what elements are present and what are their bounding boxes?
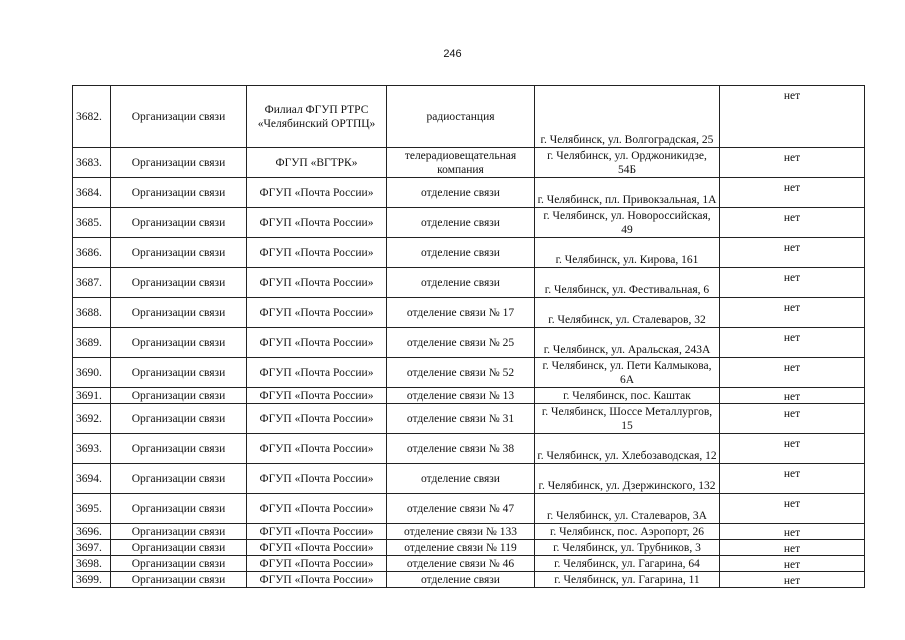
table-row — [73, 556, 865, 572]
category-cell: Организации связи — [111, 298, 247, 328]
row-number: 3686. — [73, 238, 111, 268]
status-cell: нет — [720, 540, 865, 556]
category-cell: Организации связи — [111, 208, 247, 238]
organization-cell: ФГУП «Почта России» — [247, 524, 387, 540]
category-cell: Организации связи — [111, 178, 247, 208]
category-cell: Организации связи — [111, 358, 247, 388]
row-number: 3691. — [73, 388, 111, 404]
table-row — [73, 434, 865, 464]
organization-cell: ФГУП «Почта России» — [247, 178, 387, 208]
object-type-cell: радиостанция — [387, 86, 535, 148]
organization-cell: ФГУП «Почта России» — [247, 238, 387, 268]
table-row — [73, 358, 865, 388]
register-table — [72, 85, 865, 588]
address-cell: г. Челябинск, ул. Пети Калмыкова, 6А — [535, 358, 720, 388]
address-cell: г. Челябинск, ул. Орджоникидзе, 54Б — [535, 148, 720, 178]
status-cell: нет — [720, 148, 865, 178]
category-cell: Организации связи — [111, 464, 247, 494]
category-cell: Организации связи — [111, 388, 247, 404]
status-cell: нет — [720, 434, 865, 464]
row-number: 3693. — [73, 434, 111, 464]
object-type-cell: отделение связи — [387, 208, 535, 238]
register-rows — [73, 86, 865, 588]
table-row — [73, 328, 865, 358]
object-type-cell: отделение связи № 13 — [387, 388, 535, 404]
category-cell: Организации связи — [111, 524, 247, 540]
organization-cell: ФГУП «Почта России» — [247, 572, 387, 588]
address-cell: г. Челябинск, ул. Гагарина, 64 — [535, 556, 720, 572]
address-cell: г. Челябинск, ул. Волгоградская, 25 — [535, 86, 720, 148]
object-type-cell: отделение связи — [387, 268, 535, 298]
object-type-cell: отделение связи — [387, 464, 535, 494]
row-number: 3692. — [73, 404, 111, 434]
row-number: 3699. — [73, 572, 111, 588]
table-row — [73, 572, 865, 588]
object-type-cell: отделение связи № 38 — [387, 434, 535, 464]
status-cell: нет — [720, 524, 865, 540]
object-type-cell: отделение связи № 46 — [387, 556, 535, 572]
organization-cell: ФГУП «Почта России» — [247, 434, 387, 464]
table-row — [73, 494, 865, 524]
status-cell: нет — [720, 86, 865, 148]
object-type-cell: отделение связи № 52 — [387, 358, 535, 388]
object-type-cell: отделение связи — [387, 238, 535, 268]
row-number: 3682. — [73, 86, 111, 148]
status-cell: нет — [720, 358, 865, 388]
category-cell: Организации связи — [111, 238, 247, 268]
organization-cell: ФГУП «Почта России» — [247, 404, 387, 434]
status-cell: нет — [720, 208, 865, 238]
category-cell: Организации связи — [111, 434, 247, 464]
status-cell: нет — [720, 404, 865, 434]
status-cell: нет — [720, 268, 865, 298]
status-cell: нет — [720, 328, 865, 358]
organization-cell: ФГУП «Почта России» — [247, 540, 387, 556]
table-row — [73, 404, 865, 434]
row-number: 3683. — [73, 148, 111, 178]
organization-cell: Филиал ФГУП РТРС «Челябинский ОРТПЦ» — [247, 86, 387, 148]
page-number: 246 — [443, 48, 462, 60]
row-number: 3696. — [73, 524, 111, 540]
status-cell: нет — [720, 238, 865, 268]
status-cell: нет — [720, 572, 865, 588]
category-cell: Организации связи — [111, 572, 247, 588]
table-row — [73, 268, 865, 298]
object-type-cell: телерадиовещательная компания — [387, 148, 535, 178]
address-cell: г. Челябинск, ул. Хлебозаводская, 12 — [535, 434, 720, 464]
address-cell: г. Челябинск, ул. Кирова, 161 — [535, 238, 720, 268]
table-row — [73, 148, 865, 178]
row-number: 3695. — [73, 494, 111, 524]
organization-cell: ФГУП «Почта России» — [247, 464, 387, 494]
row-number: 3689. — [73, 328, 111, 358]
address-cell: г. Челябинск, ул. Трубников, 3 — [535, 540, 720, 556]
organization-cell: ФГУП «Почта России» — [247, 388, 387, 404]
row-number: 3694. — [73, 464, 111, 494]
address-cell: г. Челябинск, ул. Фестивальная, 6 — [535, 268, 720, 298]
table-row — [73, 238, 865, 268]
object-type-cell: отделение связи № 17 — [387, 298, 535, 328]
status-cell: нет — [720, 388, 865, 404]
object-type-cell: отделение связи № 133 — [387, 524, 535, 540]
table-row — [73, 524, 865, 540]
object-type-cell: отделение связи № 31 — [387, 404, 535, 434]
organization-cell: ФГУП «Почта России» — [247, 556, 387, 572]
table-row — [73, 86, 865, 148]
organization-cell: ФГУП «Почта России» — [247, 208, 387, 238]
status-cell: нет — [720, 298, 865, 328]
organization-cell: ФГУП «Почта России» — [247, 494, 387, 524]
address-cell: г. Челябинск, пос. Каштак — [535, 388, 720, 404]
status-cell: нет — [720, 464, 865, 494]
row-number: 3697. — [73, 540, 111, 556]
object-type-cell: отделение связи — [387, 572, 535, 588]
table-row — [73, 298, 865, 328]
address-cell: г. Челябинск, ул. Новороссийская, 49 — [535, 208, 720, 238]
object-type-cell: отделение связи — [387, 178, 535, 208]
row-number: 3688. — [73, 298, 111, 328]
table-row — [73, 540, 865, 556]
object-type-cell: отделение связи № 25 — [387, 328, 535, 358]
status-cell: нет — [720, 178, 865, 208]
category-cell: Организации связи — [111, 86, 247, 148]
address-cell: г. Челябинск, ул. Аральская, 243А — [535, 328, 720, 358]
row-number: 3687. — [73, 268, 111, 298]
row-number: 3698. — [73, 556, 111, 572]
category-cell: Организации связи — [111, 268, 247, 298]
address-cell: г. Челябинск, пос. Аэропорт, 26 — [535, 524, 720, 540]
table-row — [73, 208, 865, 238]
address-cell: г. Челябинск, ул. Сталеваров, 32 — [535, 298, 720, 328]
object-type-cell: отделение связи № 119 — [387, 540, 535, 556]
status-cell: нет — [720, 494, 865, 524]
category-cell: Организации связи — [111, 556, 247, 572]
table-row — [73, 388, 865, 404]
organization-cell: ФГУП «ВГТРК» — [247, 148, 387, 178]
row-number: 3685. — [73, 208, 111, 238]
row-number: 3684. — [73, 178, 111, 208]
category-cell: Организации связи — [111, 540, 247, 556]
organization-cell: ФГУП «Почта России» — [247, 328, 387, 358]
organization-cell: ФГУП «Почта России» — [247, 268, 387, 298]
table-row — [73, 178, 865, 208]
organization-cell: ФГУП «Почта России» — [247, 358, 387, 388]
table-row — [73, 464, 865, 494]
address-cell: г. Челябинск, пл. Привокзальная, 1А — [535, 178, 720, 208]
category-cell: Организации связи — [111, 148, 247, 178]
address-cell: г. Челябинск, ул. Дзержинского, 132 — [535, 464, 720, 494]
address-cell: г. Челябинск, Шоссе Металлургов, 15 — [535, 404, 720, 434]
category-cell: Организации связи — [111, 328, 247, 358]
category-cell: Организации связи — [111, 494, 247, 524]
status-cell: нет — [720, 556, 865, 572]
organization-cell: ФГУП «Почта России» — [247, 298, 387, 328]
address-cell: г. Челябинск, ул. Сталеваров, 3А — [535, 494, 720, 524]
address-cell: г. Челябинск, ул. Гагарина, 11 — [535, 572, 720, 588]
object-type-cell: отделение связи № 47 — [387, 494, 535, 524]
row-number: 3690. — [73, 358, 111, 388]
category-cell: Организации связи — [111, 404, 247, 434]
